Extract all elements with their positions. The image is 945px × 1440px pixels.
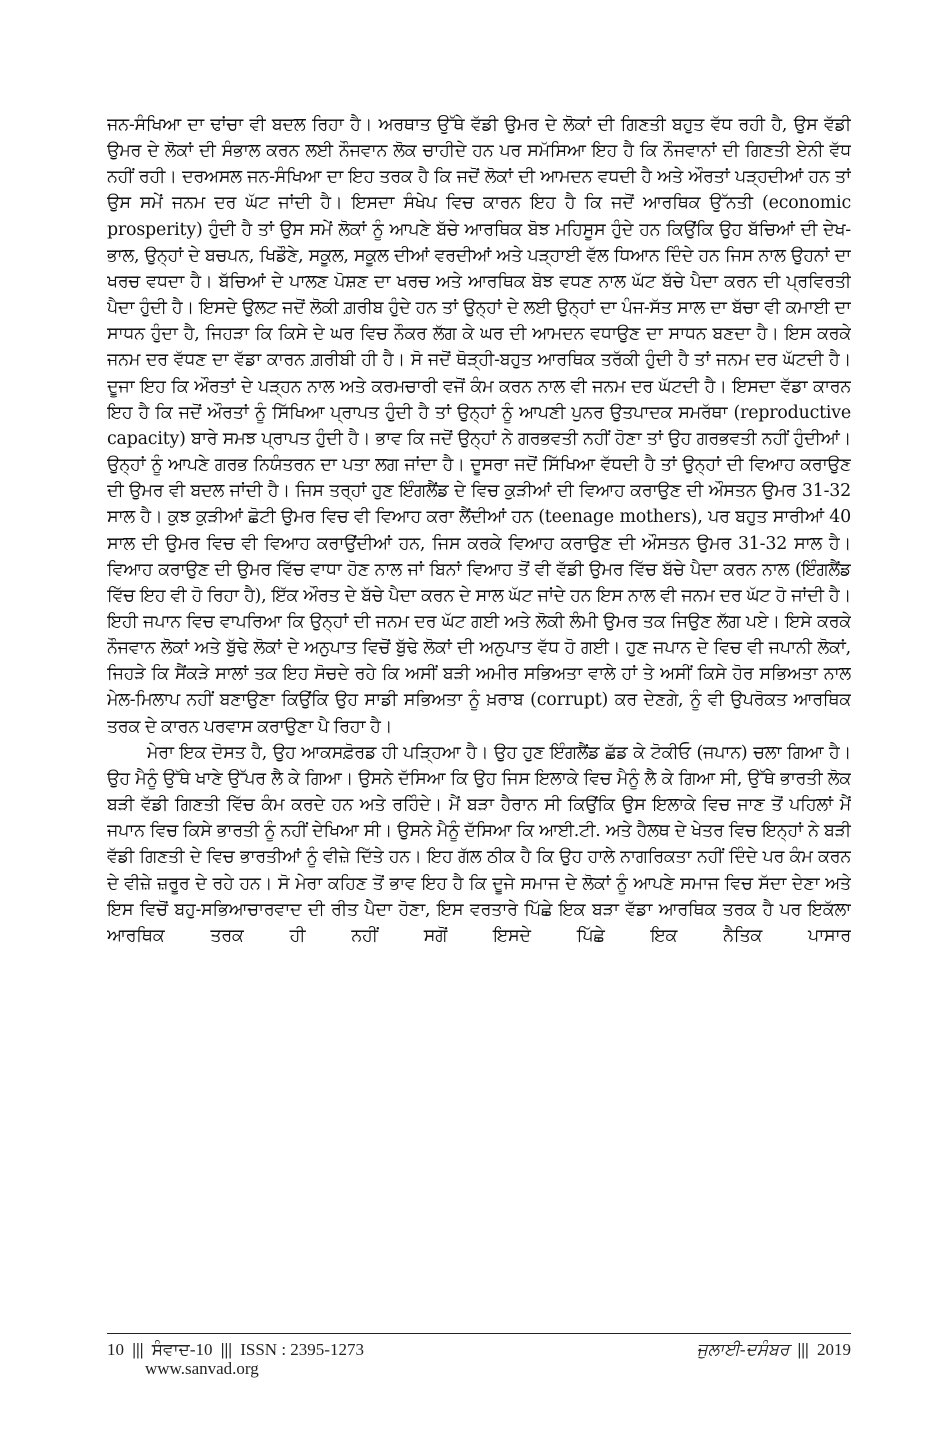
footer-separator: ||| <box>132 1340 144 1359</box>
journal-name: ਸੰਵਾਦ-10 <box>151 1340 213 1359</box>
website-url: www.sanvad.org <box>145 1359 259 1378</box>
issue-year: 2019 <box>817 1340 851 1359</box>
page-number: 10 <box>107 1340 124 1359</box>
article-body <box>107 112 851 1326</box>
footer-separator: ||| <box>797 1340 809 1359</box>
issn-number: ISSN : 2395-1273 <box>240 1340 364 1359</box>
footer-rule <box>107 1333 851 1334</box>
footer-left-group <box>107 1340 364 1360</box>
footer-right-group <box>697 1340 851 1360</box>
body-paragraph-1: ਜਨ-ਸੰਖਿਆ ਦਾ ਢਾਂਚਾ ਵੀ ਬਦਲ ਰਿਹਾ ਹੈ। ਅਰਥਾਤ ਉੱਥੇ ਵੱਡੀ ਉਮਰ ਦੇ ਲੋਕਾਂ ਦੀ ਗਿਣਤੀ ਬਹੁਤ ਵੱਧ ਰਹੀ ਹੈ, ਉਸ ਵੱਡੀ ਉਮਰ ਦੇ ਲੋਕਾਂ ਦੀ ਸੰਭਾਲ ਕਰਨ ਲਈ ਨੌਜਵਾਨ ਲੋਕ ਚਾਹੀਦੇ ਹਨ ਪਰ ਸਮੱਸਿਆ ਇਹ ਹੈ ਕਿ ਨੌਜਵਾਨਾਂ ਦੀ ਗਿਣਤੀ ਏਨੀ ਵੱਧ ਨਹੀਂ ਰਹੀ। ਦਰਅਸਲ ਜਨ-ਸੰਖਿਆ ਦਾ ਇਹ ਤਰਕ ਹੈ ਕਿ ਜਦੋਂ ਲੋਕਾਂ ਦੀ ਆਮਦਨ ਵਧਦੀ ਹੈ ਅਤੇ ਔਰਤਾਂ ਪੜ੍ਹਦੀਆਂ ਹਨ ਤਾਂ ਉਸ ਸਮੇਂ ਜਨਮ ਦਰ ਘੱਟ ਜਾਂਦੀ ਹੈ। ਇਸਦਾ ਸੰਖੇਪ ਵਿਚ ਕਾਰਨ ਇਹ ਹੈ ਕਿ ਜਦੋਂ ਆਰਥਿਕ ਉੱਨਤੀ (economic prosperity) ਹੁੰਦੀ ਹੈ ਤਾਂ ਉਸ ਸਮੇਂ ਲੋਕਾਂ ਨੂੰ ਆਪਣੇ ਬੱਚੇ ਆਰਥਿਕ ਬੋਝ ਮਹਿਸੂਸ ਹੁੰਦੇ ਹਨ ਕਿਉਂਕਿ ਉਹ ਬੱਚਿਆਂ ਦੀ ਦੇਖ-ਭਾਲ, ਉਨ੍ਹਾਂ ਦੇ ਬਚਪਨ, ਖਿਡੌਣੇ, ਸਕੂਲ, ਸਕੂਲ ਦੀਆਂ ਵਰਦੀਆਂ ਅਤੇ ਪੜ੍ਹਾਈ ਵੱਲ ਧਿਆਨ ਦਿੰਦੇ ਹਨ ਜਿਸ ਨਾਲ ਉਹਨਾਂ ਦਾ ਖਰਚ ਵਧਦਾ ਹੈ। ਬੱਚਿਆਂ ਦੇ ਪਾਲਣ ਪੋਸ਼ਣ ਦਾ ਖਰਚ ਅਤੇ ਆਰਥਿਕ ਬੋਝ ਵਧਣ ਨਾਲ ਘੱਟ ਬੱਚੇ ਪੈਦਾ ਕਰਨ ਦੀ ਪ੍ਰਵਿਰਤੀ ਪੈਦਾ ਹੁੰਦੀ ਹੈ। ਇਸਦੇ ਉਲਟ ਜਦੋਂ ਲੋਕੀ ਗ਼ਰੀਬ ਹੁੰਦੇ ਹਨ ਤਾਂ ਉਨ੍ਹਾਂ ਦੇ ਲਈ ਉਨ੍ਹਾਂ ਦਾ ਪੰਜ-ਸੱਤ ਸਾਲ ਦਾ ਬੱਚਾ ਵੀ ਕਮਾਈ ਦਾ ਸਾਧਨ ਹੁੰਦਾ ਹੈ, ਜਿਹੜਾ ਕਿ ਕਿਸੇ ਦੇ ਘਰ ਵਿਚ ਨੌਕਰ ਲੱਗ ਕੇ ਘਰ ਦੀ ਆਮਦਨ ਵਧਾਉਣ ਦਾ ਸਾਧਨ ਬਣਦਾ ਹੈ। ਇਸ ਕਰਕੇ ਜਨਮ ਦਰ ਵੱਧਣ ਦਾ ਵੱਡਾ ਕਾਰਨ ਗ਼ਰੀਬੀ ਹੀ ਹੈ। ਸੋ ਜਦੋਂ ਥੋੜ੍ਹੀ-ਬਹੁਤ ਆਰਥਿਕ ਤਰੱਕੀ ਹੁੰਦੀ ਹੈ ਤਾਂ ਜਨਮ ਦਰ ਘੱਟਦੀ ਹੈ। ਦੂਜਾ ਇਹ ਕਿ ਔਰਤਾਂ ਦੇ ਪੜ੍ਹਨ ਨਾਲ ਅਤੇ ਕਰਮਚਾਰੀ ਵਜੋਂ ਕੰਮ ਕਰਨ ਨਾਲ ਵੀ ਜਨਮ ਦਰ ਘੱਟਦੀ ਹੈ। ਇਸਦਾ ਵੱਡਾ ਕਾਰਨ ਇਹ ਹੈ ਕਿ ਜਦੋਂ ਔਰਤਾਂ ਨੂੰ ਸਿੱਖਿਆ ਪ੍ਰਾਪਤ ਹੁੰਦੀ ਹੈ ਤਾਂ ਉਨ੍ਹਾਂ ਨੂੰ ਆਪਣੀ ਪੁਨਰ ਉਤਪਾਦਕ ਸਮਰੱਥਾ (reproductive capacity) ਬਾਰੇ ਸਮਝ ਪ੍ਰਾਪਤ ਹੁੰਦੀ ਹੈ। ਭਾਵ ਕਿ ਜਦੋਂ ਉਨ੍ਹਾਂ ਨੇ ਗਰਭਵਤੀ ਨਹੀਂ ਹੋਣਾ ਤਾਂ ਉਹ ਗਰਭਵਤੀ ਨਹੀਂ ਹੁੰਦੀਆਂ। ਉਨ੍ਹਾਂ ਨੂੰ ਆਪਣੇ ਗਰਭ ਨਿਯੰਤਰਨ ਦਾ ਪਤਾ ਲਗ ਜਾਂਦਾ ਹੈ। ਦੂਸਰਾ ਜਦੋਂ ਸਿੱਖਿਆ ਵੱਧਦੀ ਹੈ ਤਾਂ ਉਨ੍ਹਾਂ ਦੀ ਵਿਆਹ ਕਰਾਉਣ ਦੀ ਉਮਰ ਵੀ ਬਦਲ ਜਾਂਦੀ ਹੈ। ਜਿਸ ਤਰ੍ਹਾਂ ਹੁਣ ਇੰਗਲੈਂਡ ਦੇ ਵਿਚ ਕੁੜੀਆਂ ਦੀ ਵਿਆਹ ਕਰਾਉਣ ਦੀ ਔਸਤਨ ਉਮਰ 31-32 ਸਾਲ ਹੈ। ਕੁਝ ਕੁੜੀਆਂ ਛੋਟੀ ਉਮਰ ਵਿਚ ਵੀ ਵਿਆਹ ਕਰਾ ਲੈਂਦੀਆਂ ਹਨ (teenage mothers), ਪਰ ਬਹੁਤ ਸਾਰੀਆਂ 40 ਸਾਲ ਦੀ ਉਮਰ ਵਿਚ ਵੀ ਵਿਆਹ ਕਰਾਉਂਦੀਆਂ ਹਨ, ਜਿਸ ਕਰਕੇ ਵਿਆਹ ਕਰਾਉਣ ਦੀ ਔਸਤਨ ਉਮਰ 31-32 ਸਾਲ ਹੈ। ਵਿਆਹ ਕਰਾਉਣ ਦੀ ਉਮਰ ਵਿੱਚ ਵਾਧਾ ਹੋਣ ਨਾਲ ਜਾਂ ਬਿਨਾਂ ਵਿਆਹ ਤੋਂ ਵੀ ਵੱਡੀ ਉਮਰ ਵਿੱਚ ਬੱਚੇ ਪੈਦਾ ਕਰਨ ਨਾਲ (ਇੰਗਲੈਂਡ ਵਿੱਚ ਇਹ ਵੀ ਹੋ ਰਿਹਾ ਹੈ), ਇੱਕ ਔਰਤ ਦੇ ਬੱਚੇ ਪੈਦਾ ਕਰਨ ਦੇ ਸਾਲ ਘੱਟ ਜਾਂਦੇ ਹਨ ਇਸ ਨਾਲ ਵੀ ਜਨਮ ਦਰ ਘੱਟ ਹੋ ਜਾਂਦੀ ਹੈ। ਇਹੀ ਜਪਾਨ ਵਿਚ ਵਾਪਰਿਆ ਕਿ ਉਨ੍ਹਾਂ ਦੀ ਜਨਮ ਦਰ ਘੱਟ ਗਈ ਅਤੇ ਲੋਕੀ ਲੰਮੀ ਉਮਰ ਤਕ ਜਿਉਣ ਲੱਗ ਪਏ। ਇਸੇ ਕਰਕੇ ਨੌਜਵਾਨ ਲੋਕਾਂ ਅਤੇ ਬੁੱਢੇ ਲੋਕਾਂ ਦੇ ਅਨੁਪਾਤ ਵਿਚੋਂ ਬੁੱਢੇ ਲੋਕਾਂ ਦੀ ਅਨੁਪਾਤ ਵੱਧ ਹੋ ਗਈ। ਹੁਣ ਜਪਾਨ ਦੇ ਵਿਚ ਵੀ ਜਪਾਨੀ ਲੋਕਾਂ, ਜਿਹੜੇ ਕਿ ਸੈਂਕੜੇ ਸਾਲਾਂ ਤਕ ਇਹ ਸੋਚਦੇ ਰਹੇ ਕਿ ਅਸੀਂ ਬੜੀ ਅਮੀਰ ਸਭਿਅਤਾ ਵਾਲੇ ਹਾਂ ਤੇ ਅਸੀਂ ਕਿਸੇ ਹੋਰ ਸਭਿਅਤਾ ਨਾਲ ਮੇਲ-ਮਿਲਾਪ ਨਹੀਂ ਬਣਾਉਣਾ ਕਿਉਂਕਿ ਉਹ ਸਾਡੀ ਸਭਿਅਤਾ ਨੂੰ ਖ਼ਰਾਬ (corrupt) ਕਰ ਦੇਣਗੇ, ਨੂੰ ਵੀ ਉਪਰੋਕਤ ਆਰਥਿਕ ਤਰਕ ਦੇ ਕਾਰਨ ਪਰਵਾਸ ਕਰਾਉਣਾ ਪੈ ਰਿਹਾ ਹੈ। <box>107 115 851 737</box>
issue-months: ਜੁਲਾਈ-ਦਸੰਬਰ <box>696 1340 790 1359</box>
page-footer <box>107 1340 851 1390</box>
body-paragraph-2: ਮੇਰਾ ਇਕ ਦੋਸਤ ਹੈ, ਉਹ ਆਕਸਫ਼ੋਰਡ ਹੀ ਪੜ੍ਹਿਆ ਹੈ। ਉਹ ਹੁਣ ਇੰਗਲੈਂਡ ਛੱਡ ਕੇ ਟੋਕੀਓ (ਜਪਾਨ) ਚਲਾ ਗਿਆ ਹੈ। ਉਹ ਮੈਨੂੰ ਉੱਥੇ ਖਾਣੇ ਉੱਪਰ ਲੈ ਕੇ ਗਿਆ। ਉਸਨੇ ਦੱਸਿਆ ਕਿ ਉਹ ਜਿਸ ਇਲਾਕੇ ਵਿਚ ਮੈਨੂੰ ਲੈ ਕੇ ਗਿਆ ਸੀ, ਉੱਥੇ ਭਾਰਤੀ ਲੋਕ ਬੜੀ ਵੱਡੀ ਗਿਣਤੀ ਵਿੱਚ ਕੰਮ ਕਰਦੇ ਹਨ ਅਤੇ ਰਹਿੰਦੇ। ਮੈਂ ਬੜਾ ਹੈਰਾਨ ਸੀ ਕਿਉਂਕਿ ਉਸ ਇਲਾਕੇ ਵਿਚ ਜਾਣ ਤੋਂ ਪਹਿਲਾਂ ਮੈਂ ਜਪਾਨ ਵਿਚ ਕਿਸੇ ਭਾਰਤੀ ਨੂੰ ਨਹੀਂ ਦੇਖਿਆ ਸੀ। ਉਸਨੇ ਮੈਨੂੰ ਦੱਸਿਆ ਕਿ ਆਈ.ਟੀ. ਅਤੇ ਹੈਲਥ ਦੇ ਖੇਤਰ ਵਿਚ ਇਨ੍ਹਾਂ ਨੇ ਬੜੀ ਵੱਡੀ ਗਿਣਤੀ ਦੇ ਵਿਚ ਭਾਰਤੀਆਂ ਨੂੰ ਵੀਜ਼ੇ ਦਿੱਤੇ ਹਨ। ਇਹ ਗੱਲ ਠੀਕ ਹੈ ਕਿ ਉਹ ਹਾਲੇ ਨਾਗਰਿਕਤਾ ਨਹੀਂ ਦਿੰਦੇ ਪਰ ਕੰਮ ਕਰਨ ਦੇ ਵੀਜ਼ੇ ਜ਼ਰੂਰ ਦੇ ਰਹੇ ਹਨ। ਸੋ ਮੇਰਾ ਕਹਿਣ ਤੋਂ ਭਾਵ ਇਹ ਹੈ ਕਿ ਦੂਜੇ ਸਮਾਜ ਦੇ ਲੋਕਾਂ ਨੂੰ ਆਪਣੇ ਸਮਾਜ ਵਿਚ ਸੱਦਾ ਦੇਣਾ ਅਤੇ ਇਸ ਵਿਚੋਂ ਬਹੁ-ਸਭਿਆਚਾਰਵਾਦ ਦੀ ਰੀਤ ਪੈਦਾ ਹੋਣਾ, ਇਸ ਵਰਤਾਰੇ ਪਿੱਛੇ ਇਕ ਬੜਾ ਵੱਡਾ ਆਰਥਿਕ ਤਰਕ ਹੈ ਪਰ ਇਕੱਲਾ ਆਰਥਿਕ ਤਰਕ ਹੀ ਨਹੀਂ ਸਗੋਂ ਇਸਦੇ ਪਿੱਛੇ ਇਕ ਨੈਤਿਕ ਪਾਸਾਰ <box>107 742 851 946</box>
footer-separator: ||| <box>220 1340 232 1359</box>
